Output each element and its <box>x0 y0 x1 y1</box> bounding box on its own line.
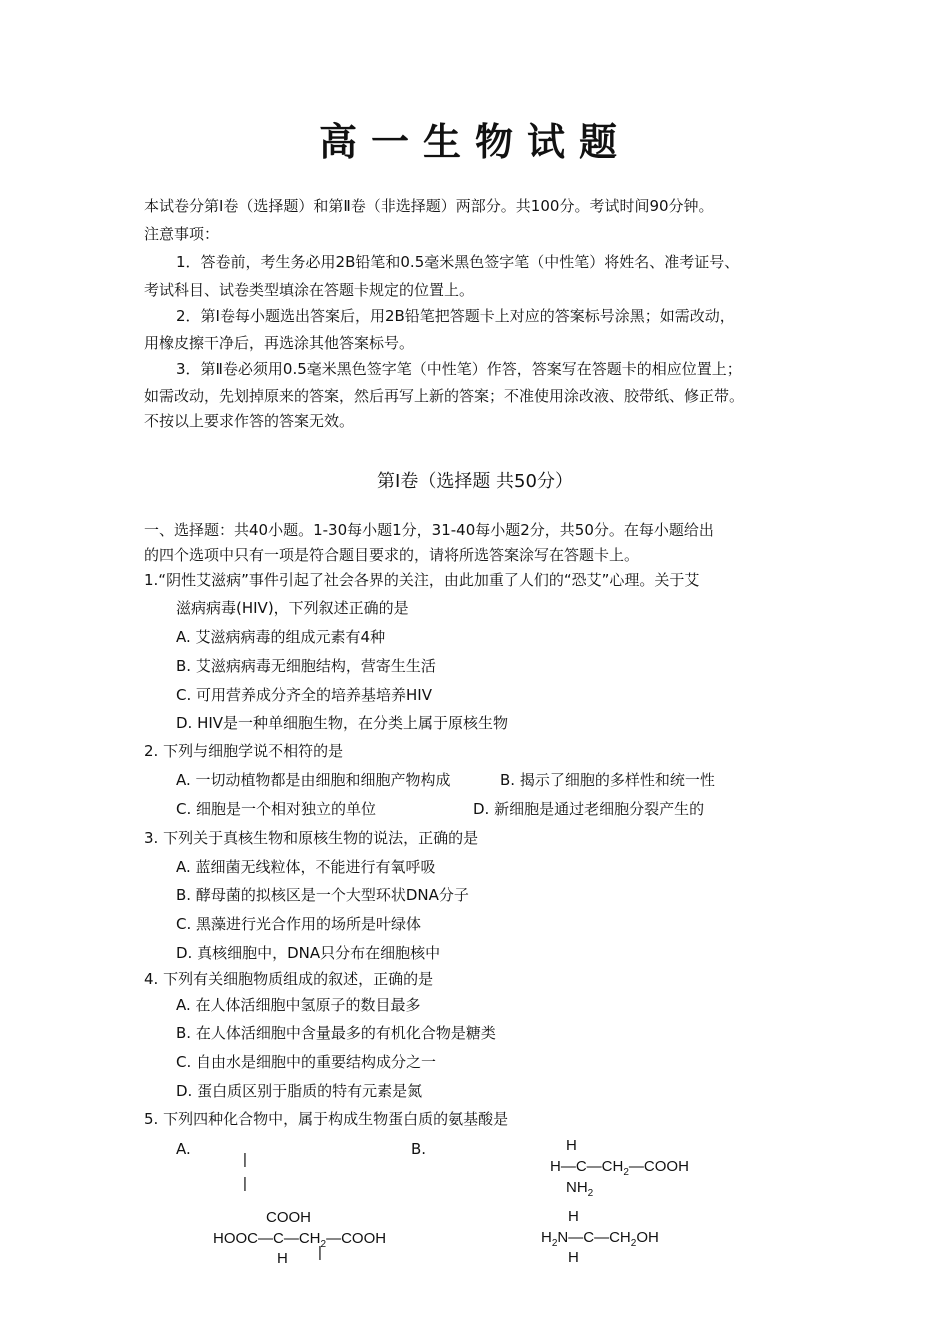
q1-option-d: D. HIV是一种单细胞生物，在分类上属于原核生物 <box>176 714 509 732</box>
q3-option-d: D. 真核细胞中，DNA只分布在细胞核中 <box>176 944 441 962</box>
formula-b-main-sub: 2 <box>623 1167 629 1178</box>
note-1: 1．答卷前，考生务必用2B铅笔和0.5毫米黑色签字笔（中性笔）将姓名、准考证号、 <box>176 253 740 271</box>
notes-label: 注意事项： <box>144 225 220 243</box>
note-2-cont: 用橡皮擦干净后，再选涂其他答案标号。 <box>144 334 415 352</box>
section-instructions: 一、选择题：共40小题。1-30每小题1分，31-40每小题2分，共50分。在每小题给出 <box>144 521 714 539</box>
question-3: 3. 下列关于真核生物和原核生物的说法，正确的是 <box>144 829 479 847</box>
formula-c-main-tail: OH <box>636 1229 659 1246</box>
q2-option-a: A. 一切动植物都是由细胞和细胞产物构成 <box>176 771 451 789</box>
formula-a-main-text: HOOC—C—CH <box>213 1230 321 1247</box>
q4-option-d: D. 蛋白质区别于脂质的特有元素是氮 <box>176 1082 423 1100</box>
formula-b-bottom-sub: 2 <box>587 1188 594 1199</box>
q4-option-a: A. 在人体活细胞中氢原子的数目最多 <box>176 996 421 1014</box>
formula-a-bottom: H <box>277 1250 288 1267</box>
question-5: 5. 下列四种化合物中，属于构成生物蛋白质的氨基酸是 <box>144 1110 509 1128</box>
note-3-cont2: 不按以上要求作答的答案无效。 <box>144 412 355 430</box>
question-2: 2. 下列与细胞学说不相符的是 <box>144 742 344 760</box>
formula-b-bottom-text: NH <box>566 1179 588 1196</box>
q5-option-a: A. <box>176 1140 191 1158</box>
q1-option-a: A. 艾滋病病毒的组成元素有4种 <box>176 628 386 646</box>
formula-bond-1: | <box>243 1151 247 1168</box>
formula-c-main <box>541 1229 659 1253</box>
note-2: 2．第Ⅰ卷每小题选出答案后，用2B铅笔把答题卡上对应的答案标号涂黑；如需改动， <box>176 307 735 325</box>
formula-bond-2: | <box>243 1175 247 1192</box>
q4-option-b: B. 在人体活细胞中含量最多的有机化合物是糖类 <box>176 1024 496 1042</box>
q4-option-c: C. 自由水是细胞中的重要结构成分之一 <box>176 1053 437 1071</box>
q3-option-a: A. 蓝细菌无线粒体，不能进行有氧呼吸 <box>176 858 436 876</box>
question-1: 1.“阴性艾滋病”事件引起了社会各界的关注，由此加重了人们的“恐艾”心理。关于艾 <box>144 571 700 589</box>
q1-option-b: B. 艾滋病病毒无细胞结构，营寄生生活 <box>176 657 436 675</box>
q3-option-b: B. 酵母菌的拟核区是一个大型环状DNA分子 <box>176 886 469 904</box>
formula-a-main-tail: —COOH <box>326 1230 387 1247</box>
formula-b-bottom <box>566 1179 593 1203</box>
q2-option-d: D. 新细胞是通过老细胞分裂产生的 <box>473 800 705 818</box>
q3-option-c: C. 黑藻进行光合作用的场所是叶绿体 <box>176 915 422 933</box>
section-heading: 第Ⅰ卷（选择题 共50分） <box>377 471 573 492</box>
formula-a-main <box>213 1230 386 1254</box>
note-1-cont: 考试科目、试卷类型填涂在答题卡规定的位置上。 <box>144 281 475 299</box>
section-instructions-cont: 的四个选项中只有一项是符合题目要求的，请将所选答案涂写在答题卡上。 <box>144 546 640 564</box>
formula-c-main-sub2: 2 <box>630 1238 637 1249</box>
formula-c-main-rest: N—C—CH <box>557 1229 631 1246</box>
note-3: 3．第Ⅱ卷必须用0.5毫米黑色签字笔（中性笔）作答，答案写在答题卡的相应位置上； <box>176 360 742 378</box>
formula-c-main-sub: 2 <box>551 1238 558 1249</box>
question-4: 4. 下列有关细胞物质组成的叙述，正确的是 <box>144 970 434 988</box>
q2-option-b: B. 揭示了细胞的多样性和统一性 <box>500 771 715 789</box>
formula-c-top: H <box>568 1208 579 1225</box>
q5-option-b: B. <box>411 1140 427 1158</box>
q2-option-c: C. 细胞是一个相对独立的单位 <box>176 800 377 818</box>
q1-option-c: C. 可用营养成分齐全的培养基培养HIV <box>176 686 432 704</box>
formula-a-top: COOH <box>266 1209 311 1226</box>
formula-b-main-tail: —COOH <box>628 1158 689 1175</box>
formula-a-main-sub: 2 <box>320 1239 327 1250</box>
formula-a-bond: | <box>318 1244 322 1261</box>
formula-c-main-h: H <box>541 1229 552 1246</box>
note-3-cont: 如需改动，先划掉原来的答案，然后再写上新的答案；不准使用涂改液、胶带纸、修正带。 <box>144 387 745 405</box>
intro-line: 本试卷分第Ⅰ卷（选择题）和第Ⅱ卷（非选择题）两部分。共100分。考试时间90分钟。 <box>144 197 714 215</box>
formula-b-main-text: H—C—CH <box>550 1158 624 1175</box>
page-title: 高一生物试题 <box>318 119 631 164</box>
formula-c-bottom: H <box>568 1249 579 1266</box>
formula-b-top: H <box>566 1137 577 1154</box>
question-1-cont: 滋病病毒(HIV)，下列叙述正确的是 <box>176 599 409 617</box>
